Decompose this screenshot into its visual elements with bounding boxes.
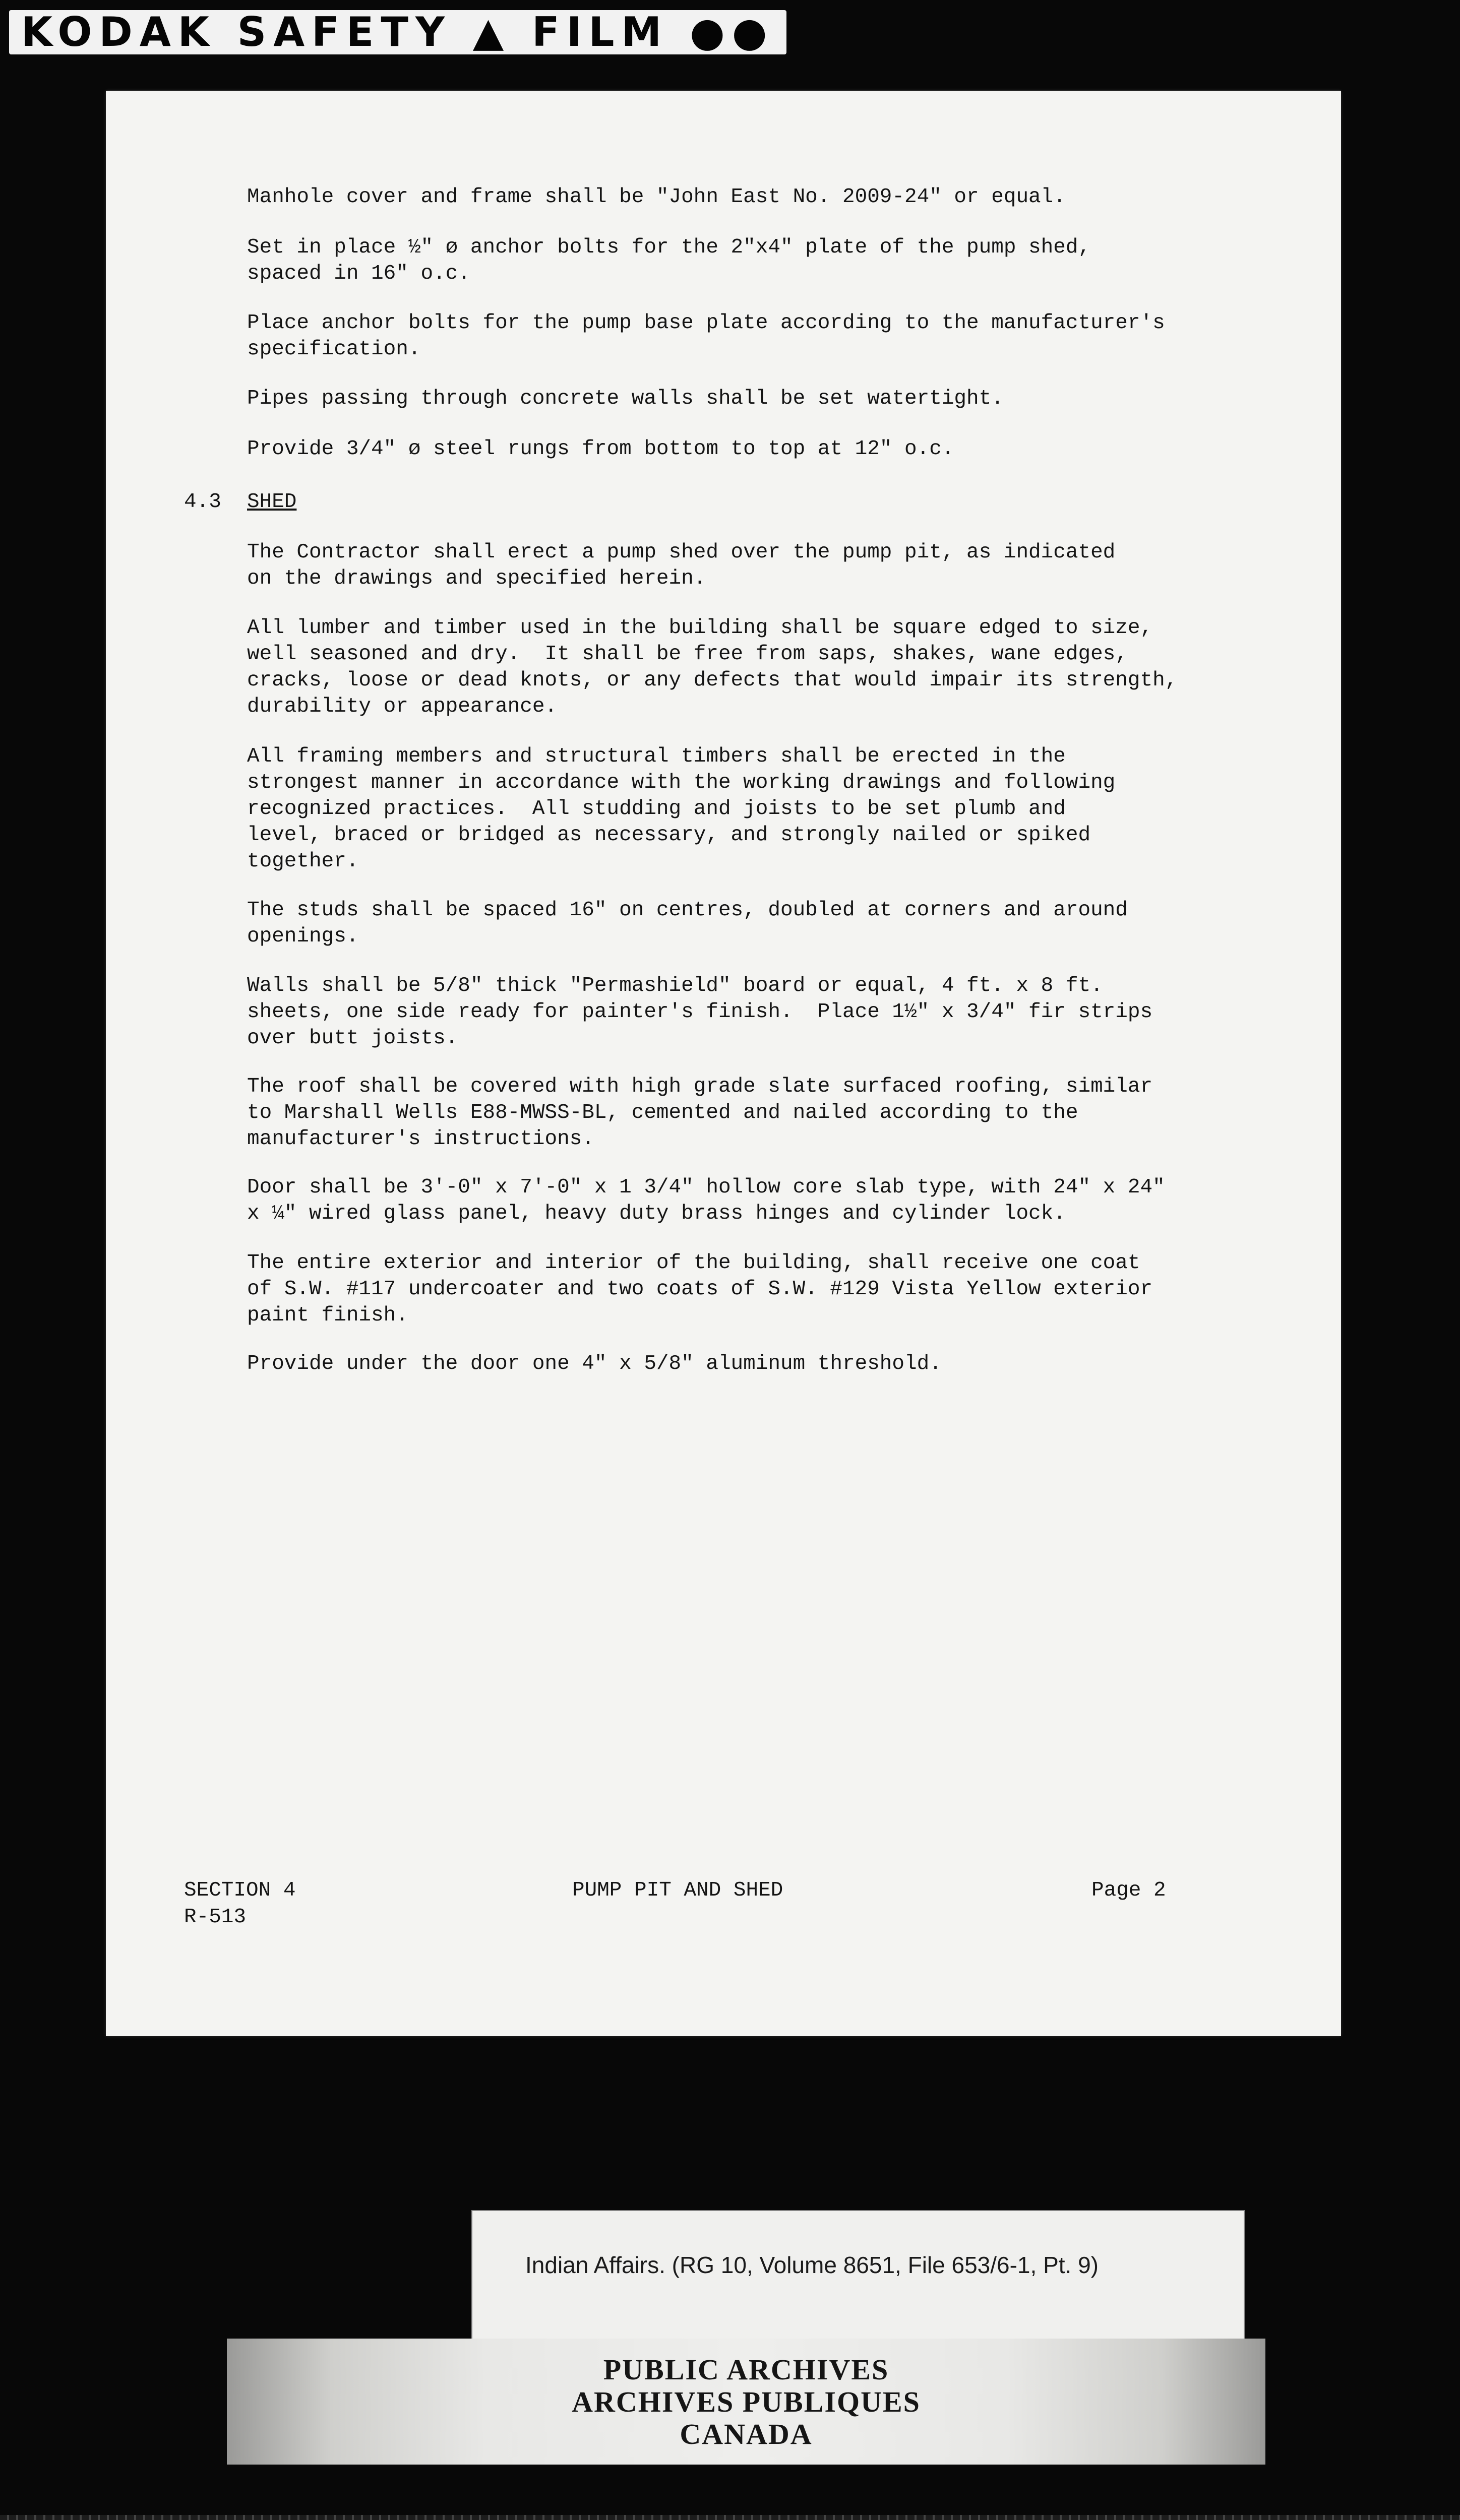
footer-code: R-513 (184, 1906, 247, 1929)
archives-stamp-line-3: CANADA (680, 2418, 813, 2450)
film-edge-banner: KODAK SAFETY ▲ FILM ●● (9, 10, 786, 54)
paragraph-pump-base: Place anchor bolts for the pump base plate according to the manufacturer's specification. (247, 311, 1165, 361)
archives-stamp-line-1: PUBLIC ARCHIVES (603, 2353, 889, 2386)
paragraph-anchor-bolts: Set in place ½" ø anchor bolts for the 2"x4" plate of the pump shed, spaced in 16" o.c. (247, 236, 1091, 285)
paragraph-manhole: Manhole cover and frame shall be "John East No. 2009-24" or equal. (247, 185, 1066, 209)
paragraph-paint: The entire exterior and interior of the building, shall receive one coat of S.W. #117 undercoater and two coats of S.W. #129 Vista Yellow exterior paint finish. (247, 1251, 1153, 1327)
public-archives-stamp (227, 2339, 1265, 2465)
archive-reference-text: Indian Affairs. (RG 10, Volume 8651, File 653/6-1, Pt. 9) (525, 2252, 1099, 2278)
film-edge-strip (0, 2515, 1460, 2520)
paragraph-pipes: Pipes passing through concrete walls shall be set watertight. (247, 387, 1004, 410)
footer-page-number: Page 2 (1091, 1879, 1166, 1902)
paragraph-threshold: Provide under the door one 4" x 5/8" aluminum threshold. (247, 1352, 942, 1375)
section-number: 4.3 (184, 490, 221, 514)
archive-reference-card (471, 2210, 1245, 2346)
paragraph-steel-rungs: Provide 3/4" ø steel rungs from bottom to top at 12" o.c. (247, 437, 954, 461)
archives-stamp-line-2: ARCHIVES PUBLIQUES (572, 2385, 921, 2418)
paragraph-framing: All framing members and structural timbers shall be erected in the strongest manner in accordance with the working drawings and following recognized practices. All studding and joists to be set plumb and level, braced or bridged as necessary, and strongly nailed or spiked together. (247, 745, 1116, 873)
paragraph-roof: The roof shall be covered with high grade slate surfaced roofing, similar to Marshall Wells E88-MWSS-BL, cemented and nailed according to the manufacturer's instructions. (247, 1075, 1153, 1151)
paragraph-lumber: All lumber and timber used in the building shall be square edged to size, well seasoned and dry. It shall be free from saps, shakes, wane edges, cracks, loose or dead knots, or any defects that would impair its strength, durability or appearance. (247, 616, 1178, 718)
footer-title: PUMP PIT AND SHED (572, 1879, 783, 1902)
paragraph-walls: Walls shall be 5/8" thick "Permashield" board or equal, 4 ft. x 8 ft. sheets, one side ready for painter's finish. Place 1½" x 3/4" fir strips over butt joists. (247, 974, 1153, 1050)
paragraph-studs: The studs shall be spaced 16" on centres, doubled at corners and around openings. (247, 899, 1128, 948)
document-page (106, 91, 1341, 2036)
paragraph-contractor: The Contractor shall erect a pump shed over the pump pit, as indicated on the drawings and specified herein. (247, 541, 1116, 590)
paragraph-door: Door shall be 3'-0" x 7'-0" x 1 3/4" hollow core slab type, with 24" x 24" x ¼" wired glass panel, heavy duty brass hinges and cylinder lock. (247, 1176, 1165, 1225)
footer-section: SECTION 4 (184, 1879, 296, 1902)
section-title: SHED (247, 490, 297, 514)
